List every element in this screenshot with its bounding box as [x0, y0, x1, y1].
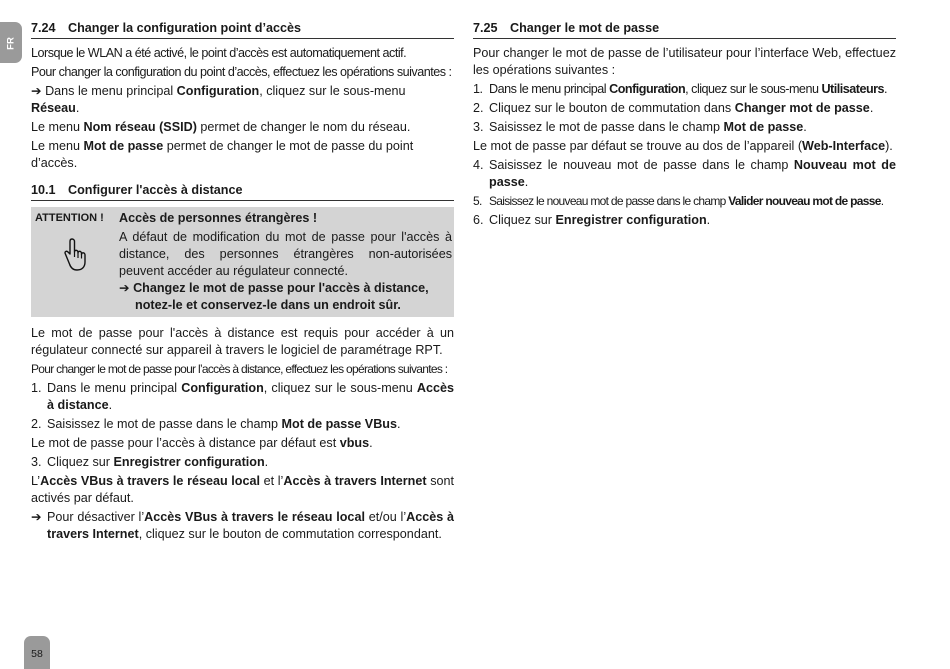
default-password: vbus	[339, 436, 370, 450]
list-item	[31, 380, 454, 414]
language-tab	[0, 22, 22, 63]
text: Saisissez le mot de passe dans le champ	[489, 120, 724, 134]
text: L’	[31, 474, 41, 488]
option-name: Accès à travers Internet	[283, 474, 427, 488]
text: notez-le et conservez-le dans un endroit sûr.	[135, 298, 401, 312]
text: sont activés par défaut.	[31, 474, 454, 505]
instruction-list	[31, 509, 454, 543]
text: .	[803, 120, 807, 134]
text: Saisissez le mot de passe dans le champ	[47, 417, 282, 431]
text: Saisissez le nouveau mot de passe dans le champ	[489, 194, 729, 208]
menu-name: Nom réseau (SSID)	[83, 120, 197, 134]
left-column	[31, 20, 454, 543]
list-item	[473, 100, 896, 117]
text: Le mot de passe pour l’accès à distance par défaut est	[31, 436, 340, 450]
text: .	[264, 455, 269, 469]
submenu-name: Accès à distance	[47, 381, 454, 412]
text: .	[880, 194, 884, 208]
option-name: Accès à travers Internet	[47, 510, 455, 541]
list-item	[473, 212, 896, 229]
field-name: Nouveau mot de passe	[489, 158, 896, 189]
submenu-name: Utilisateurs	[821, 82, 885, 96]
list-item	[473, 157, 896, 191]
text: et/ou l’	[364, 510, 407, 524]
text: .	[369, 436, 373, 450]
label-name: Web-Interface	[802, 139, 886, 153]
text: Cliquez sur le bouton de commutation dans	[489, 101, 735, 115]
paragraph	[31, 138, 454, 172]
list-item	[31, 454, 454, 471]
steps-list	[473, 157, 896, 229]
section-number: 10.1	[31, 183, 56, 197]
text: Le menu	[31, 139, 84, 153]
text: , cliquez sur le bouton de commutation correspondant.	[138, 527, 442, 541]
menu-name: Configuration	[181, 381, 264, 395]
list-item	[31, 509, 454, 543]
right-column	[473, 20, 896, 229]
text: .	[108, 398, 113, 412]
text: Le menu	[31, 120, 84, 134]
text: Cliquez sur	[489, 213, 556, 227]
step-number: 3.	[31, 455, 42, 469]
section-title: Changer la configuration point d’accès	[68, 21, 302, 35]
steps-list	[31, 454, 454, 471]
text: .	[75, 101, 80, 115]
text: et l’	[260, 474, 284, 488]
text: Saisissez le nouveau mot de passe dans le champ	[489, 158, 794, 172]
step-number: 1.	[473, 82, 483, 96]
instruction-line	[31, 83, 454, 117]
list-item	[473, 81, 896, 98]
text: .	[524, 175, 529, 189]
steps-list	[473, 81, 896, 136]
steps-list	[31, 380, 454, 433]
paragraph: Pour changer la configuration du point d’accès, effectuez les opérations suivantes :	[31, 65, 452, 79]
attention-label: ATTENTION !	[35, 212, 104, 224]
paragraph	[473, 138, 896, 155]
field-name: Valider nouveau mot de passe	[728, 194, 881, 208]
option-name: Accès VBus à travers le réseau local	[40, 474, 260, 488]
list-item	[473, 119, 896, 136]
page-number-tab	[24, 636, 50, 669]
attention-box	[31, 207, 454, 317]
section-number: 7.24	[31, 21, 56, 35]
list-item	[473, 193, 896, 210]
step-number: 2.	[473, 101, 484, 115]
attention-body: A défaut de modification du mot de passe pour l'accès à distance, des personnes étrangères non-autorisées peuvent accéder au régulateur connecté.	[119, 230, 452, 278]
section-heading-7-25	[473, 20, 896, 39]
text: Le mot de passe par défaut se trouve au dos de l’appareil (	[473, 139, 803, 153]
submenu-name: Réseau	[31, 101, 76, 115]
paragraph: Le mot de passe pour l'accès à distance est requis pour accéder à un régulateur connecté sur appareil à travers le logiciel de paramétrage RPT.	[31, 326, 454, 357]
field-name: Mot de passe VBus	[281, 417, 397, 431]
attention-title: Accès de personnes étrangères !	[119, 211, 318, 225]
step-number: 2.	[31, 417, 42, 431]
text: , cliquez sur le sous-menu	[263, 381, 417, 395]
step-number: 4.	[473, 158, 484, 172]
menu-name: Configuration	[609, 82, 686, 96]
paragraph: Lorsque le WLAN a été activé, le point d’accès est automatiquement actif.	[31, 46, 407, 60]
paragraph	[31, 119, 454, 136]
button-name: Enregistrer configuration	[555, 213, 707, 227]
text: , cliquez sur le sous-menu	[685, 82, 822, 96]
field-name: Mot de passe	[723, 120, 804, 134]
step-number: 1.	[31, 381, 42, 395]
list-item	[31, 416, 454, 433]
text: Changez le mot de passe pour l'accès à distance,	[133, 281, 429, 295]
arrow-icon: ➔	[31, 510, 42, 524]
section-title: Configurer l'accès à distance	[68, 183, 243, 197]
paragraph: Pour changer le mot de passe de l’utilisateur pour l’interface Web, effectuez les opérations suivantes :	[473, 46, 896, 77]
option-name: Accès VBus à travers le réseau local	[144, 510, 365, 524]
text: Dans le menu principal	[45, 84, 177, 98]
text: ).	[885, 139, 893, 153]
button-name: Enregistrer configuration	[113, 455, 265, 469]
paragraph	[31, 435, 454, 452]
text: Pour désactiver l’	[47, 510, 145, 524]
page-number: 58	[31, 648, 43, 660]
section-number: 7.25	[473, 21, 498, 35]
text: .	[397, 417, 401, 431]
language-tab-label: FR	[5, 37, 17, 50]
option-name: Changer mot de passe	[734, 101, 870, 115]
text: permet de changer le nom du réseau.	[196, 120, 411, 134]
step-number: 6.	[473, 213, 484, 227]
section-title: Changer le mot de passe	[510, 21, 660, 35]
paragraph: Pour changer le mot de passe pour l’accès à distance, effectuez les opérations suivantes :	[31, 362, 448, 376]
text: .	[706, 213, 711, 227]
hand-pointing-icon	[61, 237, 89, 273]
text: Dans le menu principal	[489, 82, 610, 96]
menu-name: Mot de passe	[83, 139, 164, 153]
paragraph	[31, 473, 454, 507]
section-heading-7-24	[31, 20, 454, 39]
attention-instruction	[119, 280, 452, 314]
text: .	[884, 82, 888, 96]
text: permet de changer le mot de passe du point d’accès.	[31, 139, 414, 170]
text: .	[869, 101, 874, 115]
attention-content	[119, 210, 452, 314]
section-heading-10-1	[31, 182, 454, 201]
text: , cliquez sur le sous-menu	[259, 84, 406, 98]
menu-name: Configuration	[176, 84, 260, 98]
text: Dans le menu principal	[47, 381, 182, 395]
arrow-icon: ➔	[119, 281, 130, 295]
step-number: 3.	[473, 120, 484, 134]
arrow-icon: ➔	[31, 84, 42, 98]
text: Cliquez sur	[47, 455, 114, 469]
attention-left	[35, 210, 119, 314]
step-number: 5.	[473, 194, 482, 208]
